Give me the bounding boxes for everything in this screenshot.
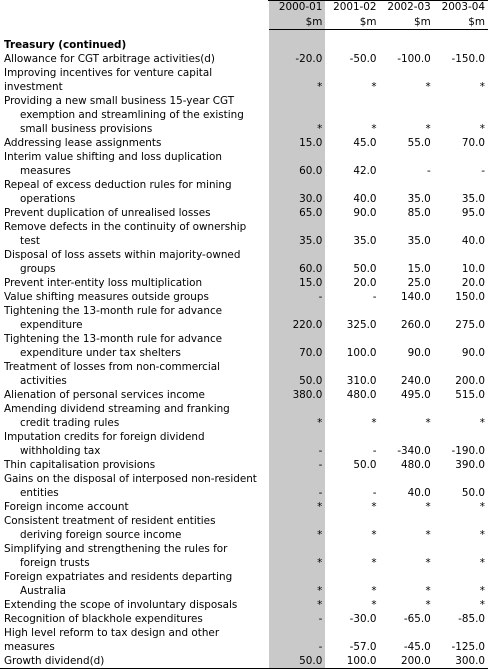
row-label <box>0 612 269 626</box>
value-cell: - <box>427 165 431 177</box>
value-cell: * <box>269 514 325 542</box>
value-cell: - <box>372 445 377 457</box>
row-label-line: Recognition of blackhole expenditures <box>4 613 203 625</box>
value-cell: -150.0 <box>451 53 485 65</box>
row-label-line: Extending the scope of involuntary disposals <box>4 599 238 611</box>
value-cell: 65.0 <box>269 206 325 220</box>
row-label <box>0 360 269 388</box>
value-cell: 50.0 <box>461 487 485 499</box>
row-label-line: Australia <box>20 585 66 597</box>
row-label <box>0 304 269 332</box>
value-cell: * <box>371 557 377 569</box>
value-cell: - <box>269 626 325 654</box>
year-header: 2003-04 <box>441 1 485 13</box>
value-cell: 50.0 <box>269 654 325 669</box>
table-row <box>0 94 488 136</box>
row-label <box>0 150 269 178</box>
value-cell: - <box>269 612 325 626</box>
value-cell: 200.0 <box>455 375 485 387</box>
header-row-years <box>0 0 488 14</box>
value-cell: 42.0 <box>353 165 377 177</box>
row-label-line: Amending dividend streaming and franking <box>4 403 230 415</box>
unit-header: $m <box>380 14 434 30</box>
value-cell: 275.0 <box>455 319 485 331</box>
row-label-line: Tightening the 13-month rule for advance <box>4 305 223 317</box>
table-row <box>0 388 488 402</box>
value-cell: 90.0 <box>461 347 485 359</box>
table-row <box>0 472 488 500</box>
table-row <box>0 458 488 472</box>
table-row <box>0 248 488 276</box>
row-label-line: Foreign income account <box>4 501 129 513</box>
row-label-line: Value shifting measures outside groups <box>4 291 209 303</box>
value-cell: * <box>269 66 325 94</box>
value-cell: * <box>425 501 431 513</box>
table-row <box>0 66 488 94</box>
value-cell: 35.0 <box>407 193 431 205</box>
value-cell: 325.0 <box>346 319 377 331</box>
row-label-line: Repeal of excess deduction rules for mining <box>4 179 232 191</box>
table-row <box>0 206 488 220</box>
table-row <box>0 52 488 66</box>
row-label <box>0 626 269 654</box>
value-cell: * <box>425 81 431 93</box>
value-cell: 300.0 <box>434 654 488 669</box>
row-label <box>0 402 269 430</box>
table-row <box>0 290 488 304</box>
value-cell: 380.0 <box>269 388 325 402</box>
value-cell: 95.0 <box>461 207 485 219</box>
value-cell: -45.0 <box>403 641 431 653</box>
value-cell: - <box>372 291 377 303</box>
unit-header: $m <box>269 14 325 30</box>
unit-header: $m <box>325 14 379 30</box>
row-label-line: Disposal of loss assets within majority-owned <box>4 249 241 261</box>
header-blank <box>0 14 269 30</box>
row-label-line: measures <box>20 165 71 177</box>
value-cell: 60.0 <box>269 248 325 276</box>
table-row <box>0 136 488 150</box>
row-label <box>0 430 269 458</box>
section-row <box>0 30 488 53</box>
row-label <box>0 66 269 94</box>
header-top-rule <box>268 0 488 1</box>
row-label <box>0 248 269 276</box>
row-label-line: Improving incentives for venture capital investment <box>4 67 213 93</box>
value-cell: 45.0 <box>353 137 377 149</box>
row-label-line: exemption and streamlining of the existing <box>20 109 244 121</box>
row-label-line: Imputation credits for foreign dividend <box>4 431 205 443</box>
value-cell: 480.0 <box>401 459 431 471</box>
value-cell: 480.0 <box>346 389 377 401</box>
unit-header: $m <box>434 14 488 30</box>
year-header: 2000-01 <box>269 0 325 14</box>
value-cell: * <box>371 501 377 513</box>
value-cell: 20.0 <box>461 277 485 289</box>
value-cell: * <box>269 542 325 570</box>
value-cell: 30.0 <box>269 178 325 206</box>
value-cell: * <box>479 529 485 541</box>
row-label-line: Interim value shifting and loss duplication <box>4 151 222 163</box>
section-empty-cell <box>434 30 488 53</box>
row-label-line: Simplifying and strengthening the rules for <box>4 543 228 555</box>
row-label-line: deriving foreign source income <box>20 529 182 541</box>
row-label <box>0 654 269 669</box>
row-label <box>0 290 269 304</box>
value-cell: * <box>425 585 431 597</box>
row-label <box>0 136 269 150</box>
value-cell: 85.0 <box>407 207 431 219</box>
row-label <box>0 570 269 598</box>
value-cell: - <box>372 487 377 499</box>
value-cell: - <box>269 430 325 458</box>
value-cell: * <box>479 81 485 93</box>
row-label-line: activities <box>20 375 67 387</box>
value-cell: -125.0 <box>451 641 485 653</box>
value-cell: 35.0 <box>407 235 431 247</box>
value-cell: 35.0 <box>461 193 485 205</box>
section-title: Treasury (continued) <box>4 39 127 51</box>
row-label-line: credit trading rules <box>20 417 120 429</box>
row-label <box>0 542 269 570</box>
table-row <box>0 612 488 626</box>
year-header: 2001-02 <box>333 1 377 13</box>
value-cell: - <box>269 458 325 472</box>
row-label-line: groups <box>20 263 56 275</box>
row-label-line: Thin capitalisation provisions <box>4 459 156 471</box>
row-label <box>0 220 269 248</box>
value-cell: * <box>371 123 377 135</box>
row-label <box>0 598 269 612</box>
row-label-line: Allowance for CGT arbitrage activities(d) <box>4 53 215 65</box>
row-label-line: Alienation of personal services income <box>4 389 205 401</box>
value-cell: 55.0 <box>407 137 431 149</box>
value-cell: 70.0 <box>461 137 485 149</box>
table-row <box>0 332 488 360</box>
value-cell: * <box>479 417 485 429</box>
value-cell: * <box>479 123 485 135</box>
year-header: 2002-03 <box>387 1 431 13</box>
value-cell: * <box>269 570 325 598</box>
value-cell: 50.0 <box>269 360 325 388</box>
row-label <box>0 206 269 220</box>
value-cell: 100.0 <box>346 347 377 359</box>
row-label-line: Prevent duplication of unrealised losses <box>4 207 211 219</box>
row-label-line: test <box>20 235 40 247</box>
row-label <box>0 458 269 472</box>
value-cell: * <box>425 417 431 429</box>
value-cell: * <box>479 585 485 597</box>
value-cell: 20.0 <box>353 277 377 289</box>
row-label-line: operations <box>20 193 76 205</box>
value-cell: -57.0 <box>349 641 377 653</box>
value-cell: * <box>269 500 325 514</box>
value-cell: 240.0 <box>401 375 431 387</box>
value-cell: 220.0 <box>269 304 325 332</box>
value-cell: 90.0 <box>353 207 377 219</box>
table-row <box>0 570 488 598</box>
value-cell: 260.0 <box>401 319 431 331</box>
table-row <box>0 430 488 458</box>
row-label <box>0 94 269 136</box>
row-label-line: expenditure under tax shelters <box>20 347 181 359</box>
row-label-line: Gains on the disposal of interposed non-resident <box>4 473 257 485</box>
row-label-line: Tightening the 13-month rule for advance <box>4 333 223 345</box>
row-label-line: foreign trusts <box>20 557 90 569</box>
value-cell: 15.0 <box>269 276 325 290</box>
table-row <box>0 402 488 430</box>
table-row <box>0 598 488 612</box>
table-row <box>0 276 488 290</box>
value-cell: * <box>371 529 377 541</box>
table-row <box>0 220 488 248</box>
table-row <box>0 500 488 514</box>
section-shade-cell <box>269 30 325 53</box>
value-cell: 200.0 <box>380 654 434 669</box>
row-label-line: entities <box>20 487 59 499</box>
table-row <box>0 542 488 570</box>
row-label <box>0 472 269 500</box>
table-row <box>0 514 488 542</box>
row-label-line: Growth dividend(d) <box>4 655 105 667</box>
value-cell: * <box>425 529 431 541</box>
value-cell: * <box>425 557 431 569</box>
value-cell: 70.0 <box>269 332 325 360</box>
value-cell: 35.0 <box>269 220 325 248</box>
value-cell: * <box>425 599 431 611</box>
row-label-line: expenditure <box>20 319 83 331</box>
section-empty-cell <box>325 30 379 53</box>
value-cell: * <box>479 599 485 611</box>
value-cell: -340.0 <box>397 445 431 457</box>
value-cell: 40.0 <box>461 235 485 247</box>
value-cell: * <box>479 501 485 513</box>
value-cell: - <box>269 472 325 500</box>
value-cell: 15.0 <box>407 263 431 275</box>
value-cell: 390.0 <box>455 459 485 471</box>
value-cell: * <box>371 599 377 611</box>
value-cell: -190.0 <box>451 445 485 457</box>
value-cell: - <box>269 290 325 304</box>
table-row <box>0 360 488 388</box>
row-label <box>0 514 269 542</box>
value-cell: * <box>371 81 377 93</box>
value-cell: 40.0 <box>353 193 377 205</box>
row-label-line: Providing a new small business 15-year CGT <box>4 95 235 107</box>
value-cell: 310.0 <box>346 375 377 387</box>
value-cell: * <box>269 402 325 430</box>
row-label-line: High level reform to tax design and other measures <box>4 627 220 653</box>
header-row-units <box>0 14 488 30</box>
value-cell: 35.0 <box>353 235 377 247</box>
value-cell: * <box>269 598 325 612</box>
value-cell: 150.0 <box>455 291 485 303</box>
row-label-line: Consistent treatment of resident entities <box>4 515 216 527</box>
row-label <box>0 388 269 402</box>
row-label-line: Addressing lease assignments <box>4 137 162 149</box>
row-label <box>0 332 269 360</box>
value-cell: * <box>479 557 485 569</box>
value-cell: 495.0 <box>401 389 431 401</box>
table-row <box>0 304 488 332</box>
row-label-line: Remove defects in the continuity of ownership <box>4 221 247 233</box>
value-cell: * <box>269 94 325 136</box>
value-cell: 140.0 <box>401 291 431 303</box>
row-label-line: small business provisions <box>20 123 153 135</box>
value-cell: 90.0 <box>407 347 431 359</box>
header-blank <box>0 0 269 14</box>
value-cell: * <box>371 585 377 597</box>
value-cell: 50.0 <box>353 263 377 275</box>
value-cell: * <box>425 123 431 135</box>
value-cell: -100.0 <box>397 53 431 65</box>
row-label-line: Foreign expatriates and residents departing <box>4 571 233 583</box>
row-label-line: withholding tax <box>20 445 101 457</box>
value-cell: -50.0 <box>349 53 377 65</box>
table-row <box>0 178 488 206</box>
value-cell: 15.0 <box>269 136 325 150</box>
table-row <box>0 150 488 178</box>
value-cell: -65.0 <box>403 613 431 625</box>
value-cell: -20.0 <box>269 52 325 66</box>
row-label <box>0 52 269 66</box>
value-cell: 25.0 <box>407 277 431 289</box>
row-label <box>0 500 269 514</box>
value-cell: - <box>481 165 485 177</box>
value-cell: 40.0 <box>407 487 431 499</box>
value-cell: -30.0 <box>349 613 377 625</box>
section-empty-cell <box>380 30 434 53</box>
value-cell: 10.0 <box>461 263 485 275</box>
value-cell: * <box>371 417 377 429</box>
value-cell: -85.0 <box>458 613 485 625</box>
value-cell: 50.0 <box>353 459 377 471</box>
row-label-line: Prevent inter-entity loss multiplication <box>4 277 203 289</box>
value-cell: 100.0 <box>325 654 379 669</box>
table-row <box>0 626 488 654</box>
value-cell: 515.0 <box>455 389 485 401</box>
table-row <box>0 654 488 669</box>
row-label <box>0 276 269 290</box>
row-label-line: Treatment of losses from non-commercial <box>4 361 221 373</box>
row-label <box>0 178 269 206</box>
value-cell: 60.0 <box>269 150 325 178</box>
